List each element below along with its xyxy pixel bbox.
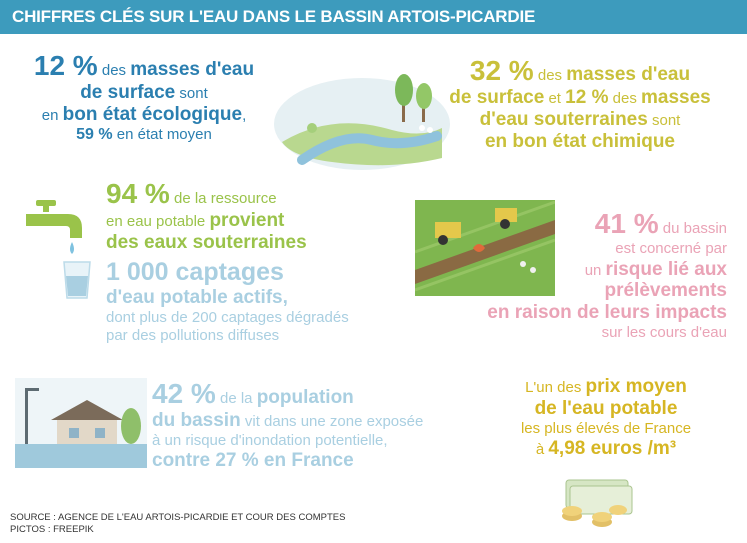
flooded-house-icon bbox=[15, 378, 147, 468]
glass-of-water-icon bbox=[60, 258, 94, 300]
river-landscape-icon bbox=[272, 62, 452, 172]
money-coins-icon bbox=[552, 470, 638, 532]
header-bar bbox=[0, 0, 747, 34]
page-title: CHIFFRES CLÉS SUR L'EAU DANS LE BASSIN ARTOIS-PICARDIE bbox=[12, 7, 536, 26]
stat-prix-eau: L'un des prix moyen de l'eau potable les plus élevés de France à 4,98 euros /m³ bbox=[520, 376, 692, 460]
stat-groundwater: 94 % de la ressource en eau potable provient des eaux souterraines bbox=[106, 178, 307, 254]
stat-surface-ecological: 12 % des masses d'eau de surface sont en bon état écologique, 59 % en état moyen bbox=[33, 50, 255, 143]
stat-inondation: 42 % de la population du bassin vit dans une zone exposée à un risque d'inondation potentielle, contre 27 % en France bbox=[152, 378, 424, 472]
source-credits: SOURCE : AGENCE DE L'EAU ARTOIS-PICARDIE ET COUR DES COMPTES PICTOS : FREEPIK bbox=[10, 512, 346, 535]
stat-chemical-state: 32 % des masses d'eau de surface et 12 % des masses d'eau souterraines sont en bon état chimique bbox=[449, 55, 711, 152]
stat-prelevements: 41 % du bassin est concerné par un risque lié aux prélèvements en raison de leurs impacts sur les cours d'eau bbox=[487, 208, 727, 342]
stat-captages: 1 000 captages d'eau potable actifs, dont plus de 200 captages dégradés par des pollutions diffuses bbox=[106, 258, 349, 344]
